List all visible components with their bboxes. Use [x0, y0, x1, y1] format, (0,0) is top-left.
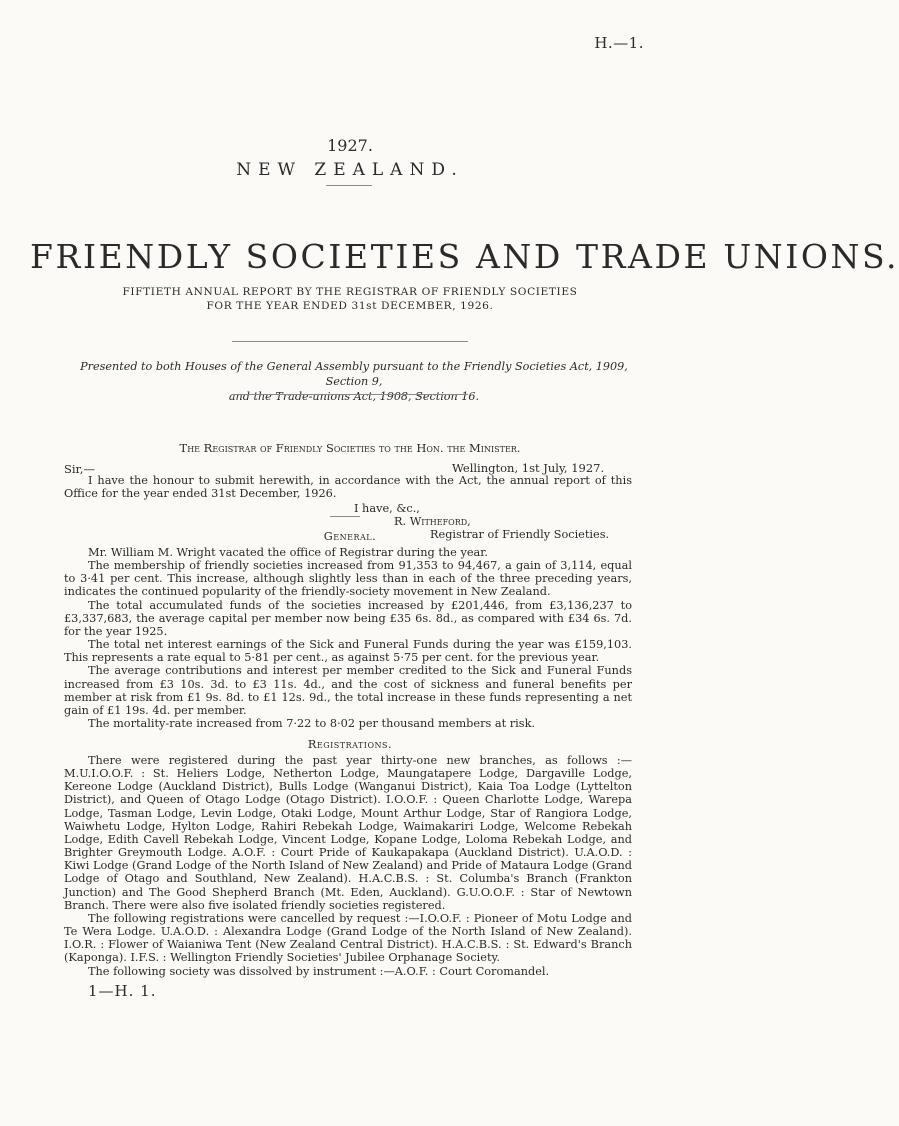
- section-heading-general: General.: [323, 530, 377, 543]
- report-year: 1927.: [327, 136, 373, 155]
- general-paragraph: The membership of friendly societies increased from 91,353 to 94,467, a gain of 3,114, equal to 3·41 per cent. This increase, although slightly less than in each of the three preceding years, indicates the continued popularity of the friendly-society movement in New Zealand.: [64, 559, 632, 599]
- document-title: FRIENDLY SOCIETIES AND TRADE UNIONS.: [30, 237, 899, 276]
- place-date: Wellington, 1st July, 1927.: [452, 461, 605, 475]
- registrations-paragraph: The following society was dissolved by instrument :—A.O.F. : Court Coromandel.: [88, 964, 550, 978]
- presentation-note: [64, 359, 644, 404]
- general-paragraph: Mr. William M. Wright vacated the office of Registrar during the year.: [88, 546, 489, 559]
- country-name: NEW ZEALAND.: [236, 160, 464, 180]
- divider: [330, 516, 360, 517]
- signatory-name: R. Witheford,: [394, 515, 471, 528]
- document-subtitle: [0, 285, 700, 313]
- general-paragraph: The total net interest earnings of the Sick and Funeral Funds during the year was £159,103. This represents a rate equal to 5·81 per cent., as against 5·75 per cent. for the previous year.: [64, 638, 632, 665]
- divider: [232, 341, 468, 342]
- presentation-line-2: and the Trade-unions Act, 1908, Section 16.: [228, 390, 480, 403]
- signatory-title: Registrar of Friendly Societies.: [430, 528, 610, 541]
- general-paragraph: The total accumulated funds of the societies increased by £201,446, from £3,136,237 to £3,337,683, the average capital per member now being £35 6s. 8d., as compared with £34 6s. 7d. for the year 1925.: [64, 598, 632, 638]
- divider: [232, 394, 468, 395]
- general-paragraph: The average contributions and interest per member credited to the Sick and Funeral Funds increased from £3 10s. 3d. to £3 11s. 4d., and the cost of sickness and funeral benefits per member at risk from £1 9s. 8d. to £1 12s. 9d., the total increase in these funds representing a net gain of £1 19s. 4d. per member.: [64, 664, 632, 717]
- salutation: Sir,—: [64, 462, 95, 476]
- registrations-section: [64, 754, 632, 978]
- registrations-paragraph: The following registrations were cancelled by request :—I.O.O.F. : Pioneer of Motu Lodge and Te Wera Lodge. U.A.O.D. : Alexandra Lodge (Grand Lodge of the North Island of New Zealand). I.O.R. : Flower of Waianiwa Tent (New Zealand Central District). H.A.C.B.S. : St. Edward's Branch (Kaponga). I.F.S. : Wellington Friendly Societies' Jubilee Orphanage Society.: [64, 911, 632, 965]
- divider: [326, 185, 372, 186]
- general-paragraph: The mortality-rate increased from 7·22 to 8·02 per thousand members at risk.: [88, 717, 535, 731]
- subtitle-line-1: FIFTIETH ANNUAL REPORT BY THE REGISTRAR OF FRIENDLY SOCIETIES: [122, 286, 578, 298]
- letter-heading: The Registrar of Friendly Societies to the Hon. the Minister.: [179, 441, 521, 455]
- letter-body: [64, 474, 632, 501]
- subtitle-line-2: FOR THE YEAR ENDED 31st DECEMBER, 1926.: [206, 300, 494, 312]
- page-footer: 1—H. 1.: [88, 982, 157, 1000]
- page-reference: H.—1.: [594, 34, 644, 52]
- presentation-line-1: Presented to both Houses of the General Assembly pursuant to the Friendly Societies Act, 1909, Section 9,: [80, 360, 628, 388]
- section-heading-registrations: Registrations.: [307, 738, 393, 751]
- letter-closing: I have, &c.,: [354, 502, 420, 515]
- general-section: [64, 546, 632, 730]
- letter-paragraph: I have the honour to submit herewith, in accordance with the Act, the annual report of this Office for the year ended 31st December, 1926.: [64, 474, 632, 501]
- registrations-paragraph: There were registered during the past year thirty-one new branches, as follows :—M.U.I.O.O.F. : St. Heliers Lodge, Netherton Lodge, Maungatapere Lodge, Dargaville Lodge, Kereone Lodge (Auckland District), Bulls Lodge (Wanganui District), Kaia Toa Lodge (Lyttelton District), and Queen of Otago Lodge (Otago District). I.O.O.F. : Queen Charlotte Lodge, Warepa Lodge, Tasman Lodge, Levin Lodge, Otaki Lodge, Mount Arthur Lodge, Star of Rangiora Lodge, Waiwhetu Lodge, Hylton Lodge, Rahiri Rebekah Lodge, Waimakariri Lodge, Welcome Rebekah Lodge, Edith Cavell Rebekah Lodge, Vincent Lodge, Kopane Lodge, Loloma Rebekah Lodge, and Brighter Greymouth Lodge. A.O.F. : Court Pride of Kaukapakapa (Auckland District). U.A.O.D. : Kiwi Lodge (Grand Lodge of the North Island of New Zealand) and Pride of Mataura Lodge (Grand Lodge of Otago and Southland, New Zealand). H.A.C.B.S. : St. Columba's Branch (Frankton Junction) and The Good Shepherd Branch (Mt. Eden, Auckland). G.U.O.O.F. : Star of Newtown Branch. There were also five isolated friendly societies registered.: [64, 754, 632, 912]
